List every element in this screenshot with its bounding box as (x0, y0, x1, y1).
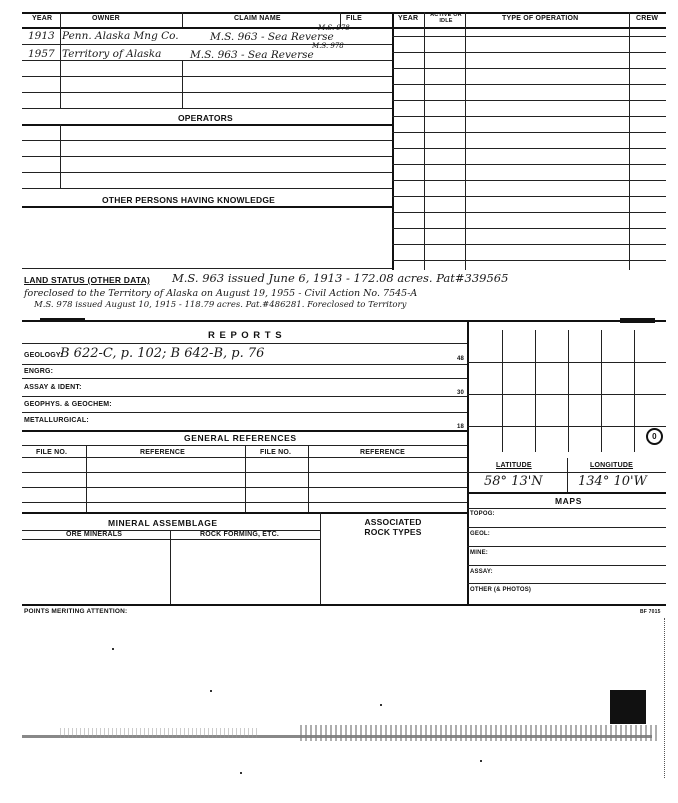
claim-2-year: 1957 (28, 48, 55, 60)
longitude-value: 134° 10'W (578, 474, 647, 489)
ore-minerals-label: ORE MINERALS (66, 531, 123, 538)
associated-rock-types: ASSOCIATED ROCK TYPES (364, 517, 422, 537)
ref-col-reference-2: REFERENCE (360, 449, 405, 456)
ref-col-file-2: FILE NO. (260, 449, 292, 456)
location-circle-marker: 0 (646, 428, 663, 445)
maps-title: MAPS (555, 496, 582, 506)
col-year: YEAR (32, 15, 53, 22)
claim-2-name: M.S. 963 - Sea Reverse (190, 49, 314, 61)
num-18: 18 (457, 424, 465, 430)
rock-forming-label: ROCK FORMING, ETC. (200, 531, 280, 538)
land-status-line-1: M.S. 963 issued June 6, 1913 - 172.08 acres. Pat#339565 (172, 271, 509, 285)
claim-1-name: M.S. 963 - Sea Reverse (210, 31, 334, 43)
latitude-value: 58° 13'N (484, 474, 543, 489)
knowledge-label: OTHER PERSONS HAVING KNOWLEDGE (102, 195, 276, 205)
reports-title: R E P O R T S (208, 330, 283, 341)
points-meriting-attention-label: POINTS MERITING ATTENTION: (24, 608, 128, 615)
land-status-line-2: foreclosed to the Territory of Alaska on August 19, 1955 - Civil Action No. 7545-A (24, 288, 418, 299)
claim-2-sup: M.S. 978 (312, 42, 344, 50)
col-ops-year: YEAR (398, 15, 419, 22)
col-claim-name: CLAIM NAME (234, 15, 281, 22)
ref-col-reference-1: REFERENCE (140, 449, 185, 456)
operators-label: OPERATORS (178, 113, 233, 123)
land-status-line-3: M.S. 978 issued August 10, 1915 - 118.79 acres. Pat.#486281. Foreclosed to Territory (34, 300, 407, 310)
claim-1-owner: Penn. Alaska Mng Co. (62, 30, 179, 42)
claim-1-year: 1913 (28, 30, 55, 42)
topog-label: TOPOG: (470, 511, 495, 517)
claim-1-sup: M.S. 978 (318, 24, 350, 32)
land-status-label: LAND STATUS (OTHER DATA) (24, 275, 150, 285)
claim-2-owner: Territory of Alaska (62, 48, 162, 60)
geol-label: GEOL: (470, 531, 490, 537)
metallurgical-label: METALLURGICAL: (24, 417, 89, 424)
form-number: BF 7015 (640, 609, 661, 615)
longitude-label: LONGITUDE (590, 462, 634, 469)
col-crew: CREW (636, 15, 659, 22)
mine-label: MINE: (470, 550, 488, 556)
geology-value: B 622-C, p. 102; B 642-B, p. 76 (60, 346, 265, 361)
num-48: 48 (457, 356, 465, 362)
ref-col-file-1: FILE NO. (36, 449, 68, 456)
col-owner: OWNER (92, 15, 120, 22)
scan-artifact-blob (610, 690, 646, 724)
num-30: 30 (457, 390, 465, 396)
assay-map-label: ASSAY: (470, 569, 493, 575)
col-active: ACTIVE OR IDLE (430, 12, 462, 24)
latitude-label: LATITUDE (496, 462, 532, 469)
col-type: TYPE OF OPERATION (502, 15, 579, 22)
general-references-title: GENERAL REFERENCES (184, 433, 297, 443)
mineral-assemblage-title: MINERAL ASSEMBLAGE (108, 518, 218, 528)
assay-label: ASSAY & IDENT: (24, 384, 82, 391)
geophys-label: GEOPHYS. & GEOCHEM: (24, 401, 112, 408)
col-file: FILE (346, 15, 362, 22)
other-photos-label: OTHER (& PHOTOS) (470, 587, 532, 593)
engrg-label: ENGRG: (24, 368, 54, 375)
geology-label: GEOLOGY: (24, 352, 63, 359)
